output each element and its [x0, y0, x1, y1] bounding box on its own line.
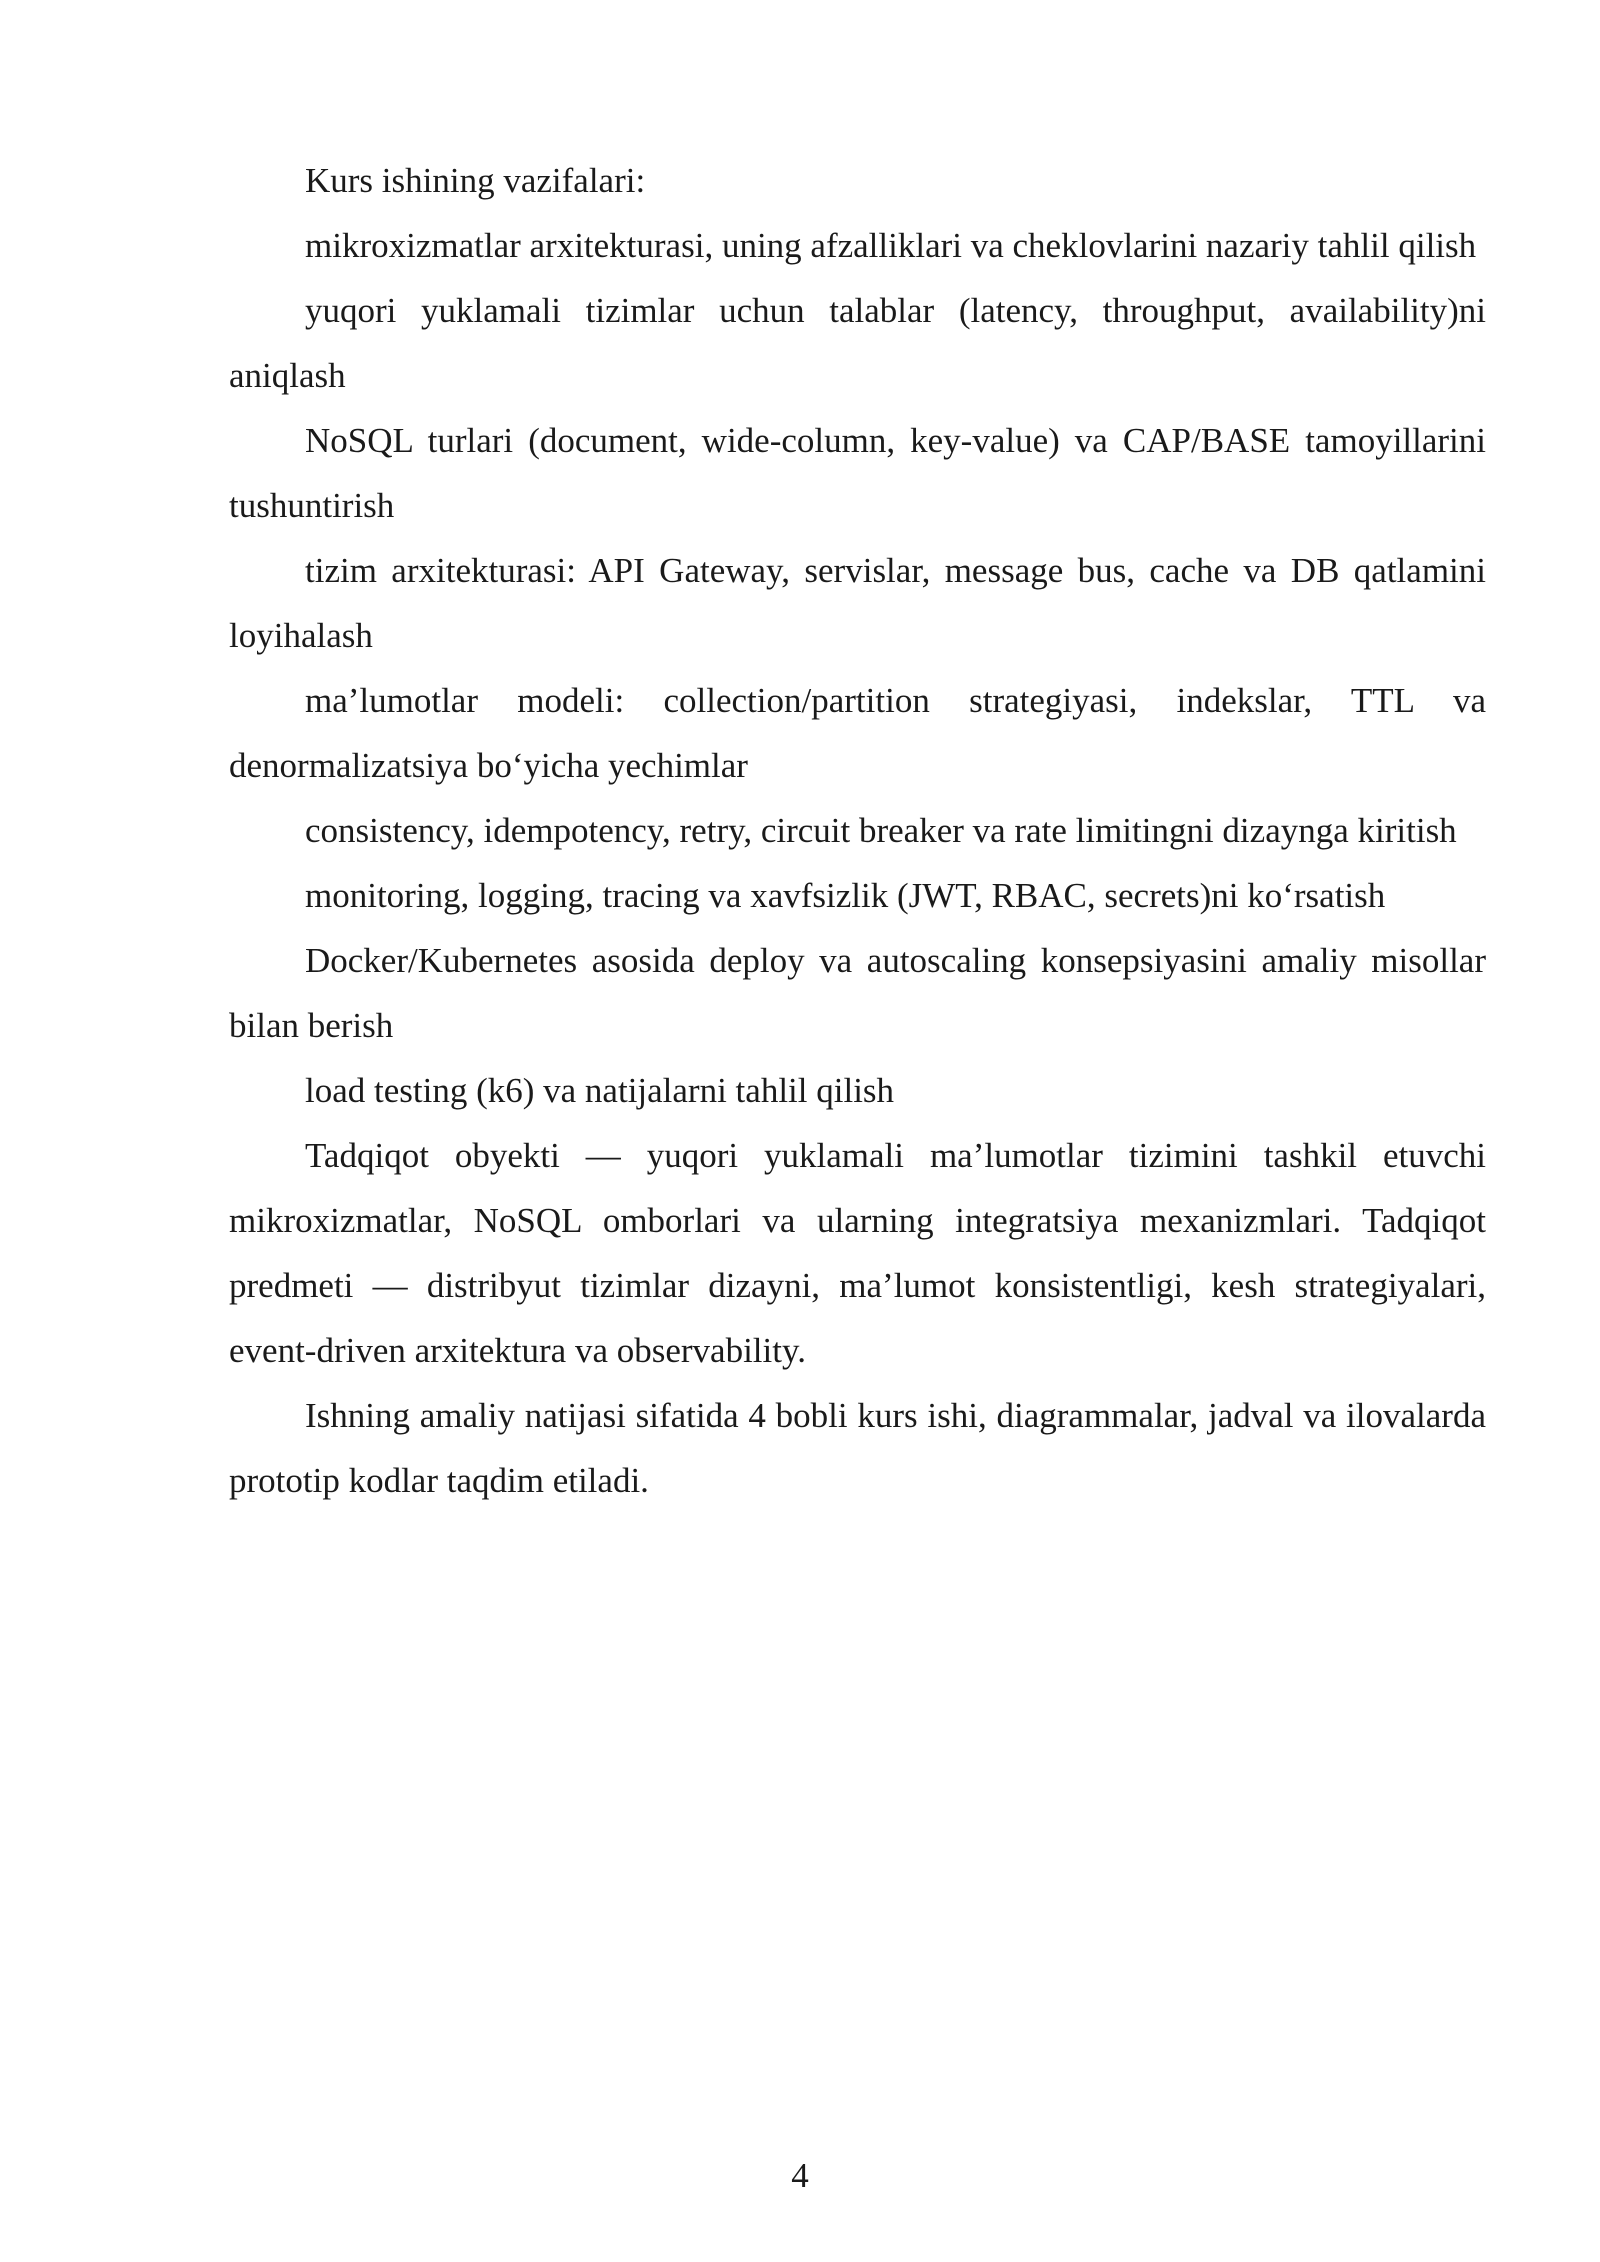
task-paragraph-1: mikroxizmatlar arxitekturasi, uning afzalliklari va cheklovlarini nazariy tahlil qilish	[305, 226, 1477, 265]
research-object-paragraph: Tadqiqot obyekti — yuqori yuklamali ma’lumotlar tizimini tashkil etuvchi mikroxizmatlar, NoSQL omborlari va ularning integratsiya mexanizmlari. Tadqiqot predmeti — distribyut tizimlar dizayni, ma’lumot konsistentligi, kesh strategiyalari, event-driven arxitektura va observability.	[229, 1136, 1486, 1370]
task-paragraph-8: Docker/Kubernetes asosida deploy va autoscaling konsepsiyasini amaliy misollar bilan berish	[229, 941, 1486, 1045]
task-paragraph-5: ma’lumotlar modeli: collection/partition strategiyasi, indekslar, TTL va denormalizatsiya bo‘yicha yechimlar	[229, 681, 1486, 785]
task-paragraph-3: NoSQL turlari (document, wide-column, key-value) va CAP/BASE tamoyillarini tushuntirish	[229, 421, 1486, 525]
tasks-heading: Kurs ishining vazifalari:	[305, 161, 646, 200]
task-paragraph-7: monitoring, logging, tracing va xavfsizlik (JWT, RBAC, secrets)ni ko‘rsatish	[305, 876, 1386, 915]
task-paragraph-4: tizim arxitekturasi: API Gateway, servislar, message bus, cache va DB qatlamini loyihalash	[229, 551, 1486, 655]
task-paragraph-2: yuqori yuklamali tizimlar uchun talablar (latency, throughput, availability)ni aniqlash	[229, 291, 1486, 395]
practical-result-paragraph: Ishning amaliy natijasi sifatida 4 bobli kurs ishi, diagrammalar, jadval va ilovalarda prototip kodlar taqdim etiladi.	[229, 1396, 1486, 1500]
page-body	[229, 148, 1486, 1513]
page-number: 4	[791, 2156, 809, 2195]
task-paragraph-9: load testing (k6) va natijalarni tahlil qilish	[305, 1071, 895, 1110]
task-paragraph-6: consistency, idempotency, retry, circuit breaker va rate limitingni dizaynga kiritish	[305, 811, 1457, 850]
